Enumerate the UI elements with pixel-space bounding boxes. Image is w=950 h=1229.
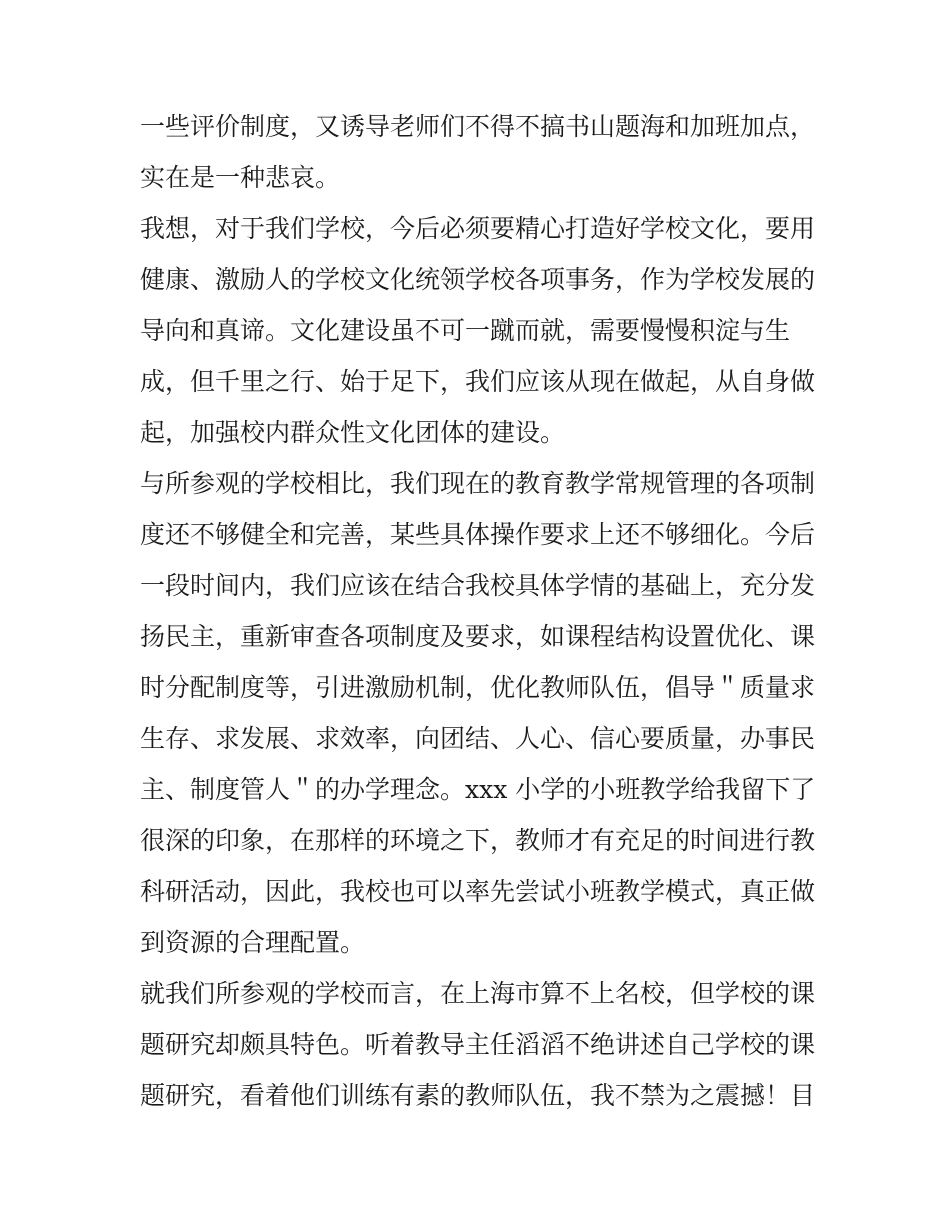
text-line: 实在是一种悲哀。 <box>140 163 341 192</box>
text-line: 科研活动，因此，我校也可以率先尝试小班教学模式，真正做 <box>140 877 816 906</box>
text-line: 健康、激励人的学校文化统领学校各项事务，作为学校发展的 <box>140 265 816 294</box>
text-line: 成，但千里之行、始于足下，我们应该从现在做起，从自身做 <box>140 367 816 396</box>
text-line: 就我们所参观的学校而言，在上海市算不上名校，但学校的课 <box>140 979 816 1008</box>
text-line: 我想，对于我们学校，今后必须要精心打造好学校文化，要用 <box>140 214 816 243</box>
text-line: 起，加强校内群众性文化团体的建设。 <box>140 418 566 447</box>
body-text <box>140 101 820 1121</box>
text-line: 题研究，看着他们训练有素的教师队伍，我不禁为之震撼！目 <box>140 1081 816 1110</box>
text-line: 度还不够健全和完善，某些具体操作要求上还不够细化。今后 <box>140 520 816 549</box>
text-line: 到资源的合理配置。 <box>140 928 366 957</box>
text-line: 很深的印象，在那样的环境之下，教师才有充足的时间进行教 <box>140 826 816 855</box>
text-line: 时分配制度等，引进激励机制，优化教师队伍，倡导＂质量求 <box>140 673 816 702</box>
text-line: 扬民主，重新审查各项制度及要求，如课程结构设置优化、课 <box>140 622 816 651</box>
text-line: 一段时间内，我们应该在结合我校具体学情的基础上，充分发 <box>140 571 816 600</box>
text-line: 主、制度管人＂的办学理念。xxx 小学的小班教学给我留下了 <box>140 775 816 804</box>
text-line: 一些评价制度，又诱导老师们不得不搞书山题海和加班加点， <box>140 112 816 141</box>
text-line: 与所参观的学校相比，我们现在的教育教学常规管理的各项制 <box>140 469 816 498</box>
text-line: 导向和真谛。文化建设虽不可一蹴而就，需要慢慢积淀与生 <box>140 316 791 345</box>
text-line: 题研究却颇具特色。听着教导主任滔滔不绝讲述自己学校的课 <box>140 1030 816 1059</box>
text-line: 生存、求发展、求效率，向团结、人心、信心要质量，办事民 <box>140 724 816 753</box>
